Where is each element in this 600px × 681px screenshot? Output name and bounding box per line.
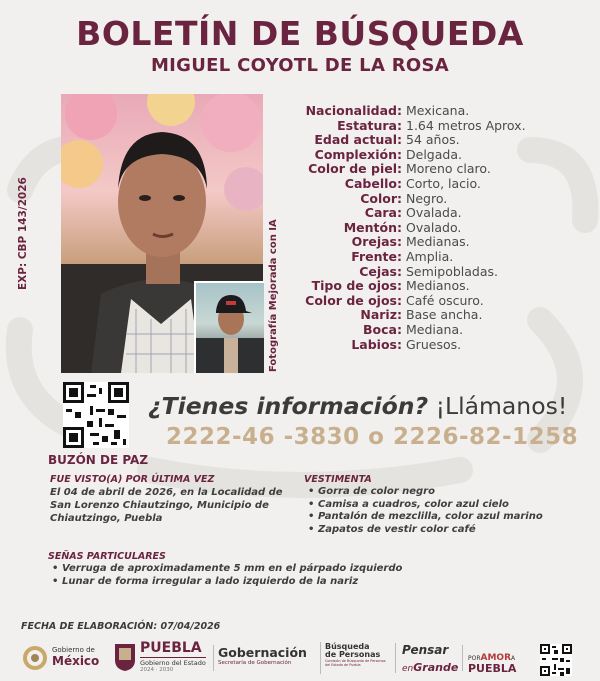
detail-row (282, 250, 582, 265)
detail-row (282, 104, 582, 119)
puebla-logo (114, 640, 204, 676)
por-amor-puebla-logo (462, 645, 524, 675)
detail-row (282, 323, 582, 338)
bulletin-title: BOLETÍN DE BÚSQUEDA (76, 14, 524, 53)
detail-value: Amplia. (406, 248, 454, 264)
detail-row (282, 279, 582, 294)
detail-label: Orejas: (351, 234, 402, 250)
gobernacion-sub: Secretaría de Gobernación (218, 660, 292, 666)
detail-row (282, 119, 582, 134)
phone-numbers[interactable]: 2222-46 -3830 o 2226-82-1258 (166, 424, 579, 450)
clothing-section (304, 474, 584, 536)
qr-code-icon (540, 644, 572, 676)
detail-value: Café oscuro. (406, 292, 484, 308)
qr-code[interactable] (63, 382, 129, 448)
list-item: • Verruga de aproximadamente 5 mm en el párpado izquierdo (48, 563, 568, 576)
busqueda-mid: de Personas (325, 650, 381, 659)
puebla-sub: Gobierno del Estado (140, 659, 206, 667)
busqueda-personas-logo (320, 642, 390, 674)
a-text: A (511, 655, 516, 662)
puebla-shield-icon (114, 642, 136, 672)
last-seen-title: FUE VISTO(A) POR ÚLTIMA VEZ (50, 474, 215, 485)
detail-row (282, 221, 582, 236)
list-item: • Camisa a cuadros, color azul cielo (304, 499, 584, 512)
pensar-en: en (402, 664, 414, 674)
amor-text: AMOR (480, 653, 512, 663)
last-seen-section (50, 474, 290, 525)
detail-label: Color de piel: (308, 161, 402, 177)
creation-date: FECHA DE ELABORACIÓN: 07/04/2026 (21, 621, 221, 632)
thumbnail-illustration (196, 283, 264, 373)
por-text: POR (468, 655, 481, 662)
detail-label: Cabello: (344, 175, 402, 191)
detail-value: Negro. (406, 190, 448, 206)
pensar-bottom (402, 656, 457, 675)
eagle-seal-icon (22, 645, 48, 671)
busqueda-sub: Comisión de Búsqueda de Personas del Estado de Puebla (325, 659, 386, 667)
detail-row (282, 206, 582, 221)
detail-row (282, 235, 582, 250)
buzon-de-paz-label: BUZÓN DE PAZ (48, 453, 149, 467)
detail-value: 1.64 metros Aprox. (406, 117, 526, 133)
detail-label: Boca: (363, 321, 402, 337)
detail-value: Delgada. (406, 146, 462, 162)
list-item: • Pantalón de mezclilla, color azul marino (304, 511, 584, 524)
gobierno-mexico-logo (22, 644, 98, 672)
gob-mexico-top: Gobierno de (52, 646, 95, 654)
detail-value: Semipobladas. (406, 263, 499, 279)
marks-title: SEÑAS PARTICULARES (48, 551, 166, 562)
detail-value: Base ancha. (406, 307, 483, 323)
detail-row (282, 192, 582, 207)
footer-qr-code[interactable] (540, 644, 572, 676)
person-details (282, 104, 582, 352)
question-text: ¿Tienes información? (148, 392, 429, 420)
puebla-years: 2024 · 2030 (140, 667, 174, 673)
missing-person-name: MIGUEL COYOTL DE LA ROSA (150, 55, 450, 76)
detail-value: Ovalado. (406, 219, 462, 235)
case-number: EXP: CBP 143/2026 (17, 177, 29, 290)
detail-label: Nariz: (360, 307, 402, 323)
detail-row (282, 177, 582, 192)
list-item: • Gorra de color negro (304, 486, 584, 499)
clothing-title: VESTIMENTA (304, 474, 372, 485)
marks-list (48, 563, 568, 588)
busqueda-top: Búsqueda (325, 642, 370, 651)
pensar-grande: Grande (413, 661, 459, 674)
amor-puebla-text: PUEBLA (468, 662, 517, 675)
detail-label: Nacionalidad: (305, 103, 402, 118)
detail-value: Mediana. (406, 321, 464, 337)
gobernacion-logo (213, 645, 313, 671)
pensar-top: Pensar (402, 643, 449, 657)
detail-row (282, 133, 582, 148)
detail-value: Medianas. (406, 234, 470, 250)
detail-value: Ovalada. (406, 205, 462, 221)
detail-value: 54 años. (406, 132, 460, 148)
clothing-list (304, 486, 584, 536)
detail-label: Mentón: (343, 219, 402, 235)
detail-label: Edad actual: (314, 132, 402, 148)
distinguishing-marks-section (48, 551, 568, 588)
detail-value: Gruesos. (406, 336, 462, 352)
detail-value: Mexicana. (406, 103, 470, 118)
gob-mexico-bottom: México (52, 654, 100, 668)
detail-value: Medianos. (406, 278, 470, 294)
detail-value: Moreno claro. (406, 161, 491, 177)
list-item: • Lunar de forma irregular a lado izquierdo de la nariz (48, 576, 568, 589)
detail-row (282, 338, 582, 353)
detail-label: Cara: (364, 205, 402, 221)
pensar-en-grande-logo (395, 643, 457, 673)
detail-row (282, 162, 582, 177)
detail-row (282, 308, 582, 323)
detail-row (282, 265, 582, 280)
detail-label: Color: (360, 190, 402, 206)
qr-code-icon (63, 382, 129, 448)
detail-row (282, 294, 582, 309)
puebla-name: PUEBLA (140, 640, 202, 656)
detail-label: Estatura: (337, 117, 402, 133)
information-prompt (148, 392, 567, 420)
detail-label: Tipo de ojos: (311, 278, 402, 294)
list-item: • Zapatos de vestir color café (304, 524, 584, 537)
detail-label: Color de ojos: (305, 292, 402, 308)
last-seen-text: El 04 de abril de 2026, en la Localidad de San Lorenzo Chiautzingo, Municipio de Chiautzingo, Puebla (50, 487, 283, 524)
ai-photo-caption: Fotografía Mejorada con IA (268, 219, 279, 372)
detail-label: Labios: (351, 336, 402, 352)
reference-photo (194, 281, 264, 373)
call-us-text: ¡Llámanos! (435, 392, 568, 420)
detail-label: Frente: (351, 248, 402, 264)
detail-row (282, 148, 582, 163)
detail-label: Complexión: (314, 146, 402, 162)
detail-value: Corto, lacio. (406, 175, 481, 191)
detail-label: Cejas: (359, 263, 402, 279)
gobernacion-name: Gobernación (218, 645, 307, 660)
